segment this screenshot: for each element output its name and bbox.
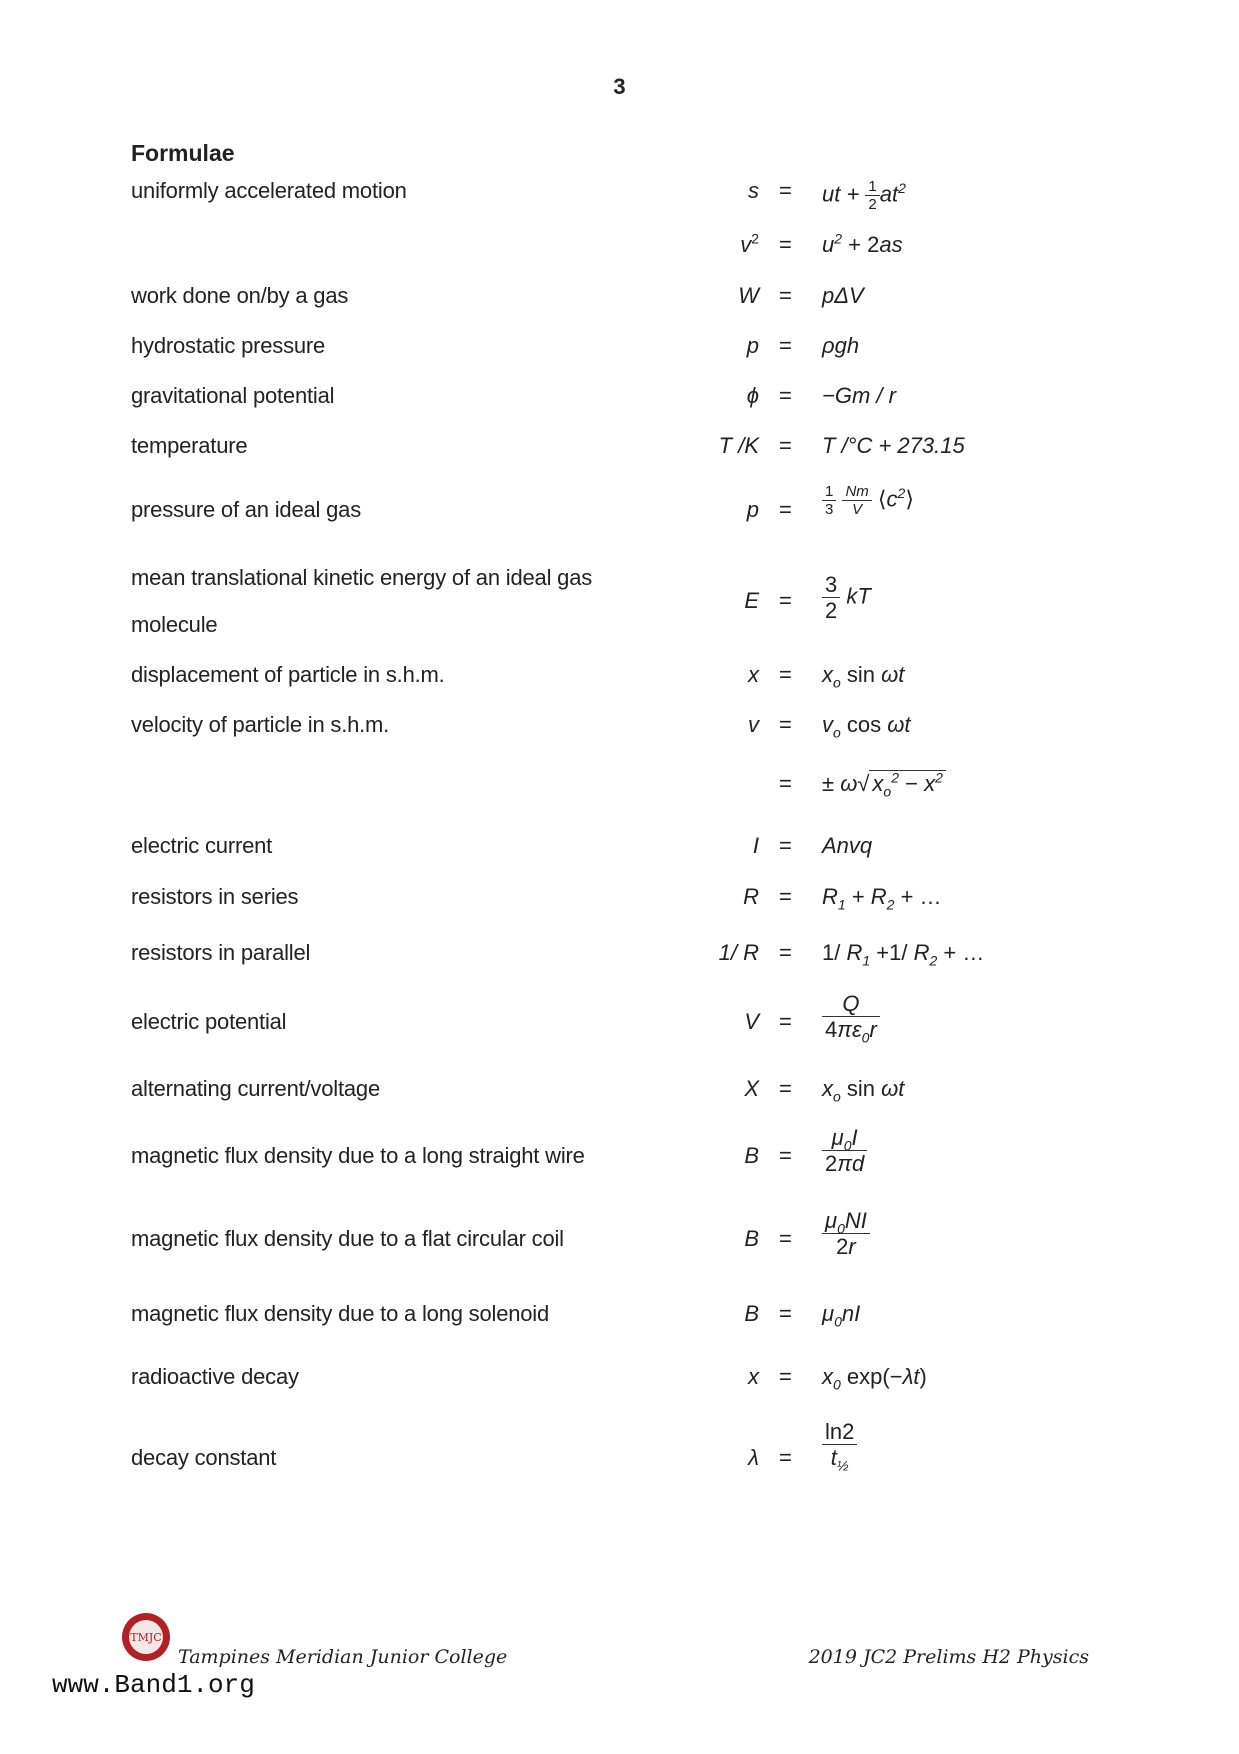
formula-lhs: s xyxy=(748,178,759,203)
formula-label: electric current xyxy=(131,833,273,858)
equals-sign: = xyxy=(779,588,792,613)
formula-row-solenoid xyxy=(0,1301,1239,1341)
formula-label: molecule xyxy=(131,612,218,637)
college-logo-icon xyxy=(120,1611,172,1663)
formula-rhs: 1/ $R_1 +1/$ $R_2$ + … xyxy=(822,940,985,969)
formula-lhs: B xyxy=(744,1226,759,1251)
watermark-url: www.Band1.org xyxy=(52,1670,255,1700)
formula-lhs: T /K xyxy=(718,433,759,458)
equals-sign: = xyxy=(779,884,792,909)
formula-label: hydrostatic pressure xyxy=(131,333,326,358)
formula-lhs: λ xyxy=(748,1445,759,1470)
equals-sign: = xyxy=(779,1445,792,1470)
formula-row-temperature xyxy=(0,433,1239,473)
page-number: 3 xyxy=(613,74,626,99)
formula-label: magnetic flux density due to a flat circular coil xyxy=(131,1226,564,1251)
formula-label: resistors in parallel xyxy=(131,940,311,965)
formula-label: displacement of particle in s.h.m. xyxy=(131,662,445,687)
formula-lhs: E xyxy=(744,588,759,613)
formula-label: uniformly accelerated motion xyxy=(131,178,407,203)
formula-rhs: $v_o$ cos ωt xyxy=(822,712,911,741)
footer-college-name: Tampines Meridian Junior College xyxy=(178,1646,508,1668)
formula-row-shm-velocity-2 xyxy=(0,771,1239,811)
formula-row-series xyxy=(0,884,1239,924)
logo-text: TMJC xyxy=(130,1631,162,1644)
formula-lhs: R xyxy=(743,884,759,909)
formula-rhs: pΔV xyxy=(822,283,864,308)
formula-row-hydrostatic xyxy=(0,333,1239,373)
formula-label: magnetic flux density due to a long solenoid xyxy=(131,1301,550,1326)
equals-sign: = xyxy=(779,1076,792,1101)
formula-row-decay-constant xyxy=(0,1419,1239,1485)
formula-label: radioactive decay xyxy=(131,1364,299,1389)
formula-rhs: Anvq xyxy=(822,833,873,858)
equals-sign: = xyxy=(779,1364,792,1389)
formula-label: temperature xyxy=(131,433,248,458)
formula-rhs: $x_o$ sin ωt xyxy=(822,662,905,691)
formula-row-uam-2 xyxy=(0,232,1239,272)
formula-row-radioactive-decay xyxy=(0,1364,1239,1404)
formula-lhs: V xyxy=(744,1009,759,1034)
formula-lhs: ϕ xyxy=(746,383,759,408)
formula-lhs: W xyxy=(738,283,759,308)
formula-rhs: ρgh xyxy=(822,333,860,358)
formula-row-circular-coil xyxy=(0,1208,1239,1266)
formula-row-parallel xyxy=(0,940,1239,980)
formula-row-ideal-gas xyxy=(0,483,1239,537)
formula-lhs: 1/ R xyxy=(718,940,759,965)
formula-label: velocity of particle in s.h.m. xyxy=(131,712,390,737)
equals-sign: = xyxy=(779,712,792,737)
formula-label: mean translational kinetic energy of an ideal gas xyxy=(131,565,593,590)
equals-sign: = xyxy=(779,1143,792,1168)
formula-rhs: $\frac{Q}{4\pi\varepsilon_0r}$ xyxy=(822,991,880,1043)
section-heading: Formulae xyxy=(131,140,235,166)
formula-rhs: $R_1 + R_2$ + … xyxy=(822,884,942,913)
formula-lhs: v xyxy=(748,712,759,737)
equals-sign: = xyxy=(779,283,792,308)
formula-row-shm-velocity xyxy=(0,712,1239,752)
formula-lhs: x xyxy=(748,1364,759,1389)
formula-rhs: $\frac{3}{2}$ kT xyxy=(822,572,871,624)
formula-rhs: $x_o$ sin ωt xyxy=(822,1076,905,1105)
equals-sign: = xyxy=(779,940,792,965)
formula-rhs: $\frac{1}{3}$ $\frac{Nm}{V}$ $⟨c^2⟩$ xyxy=(822,483,914,519)
formula-rhs: $x_0$ exp(−λt) xyxy=(822,1364,927,1393)
formula-rhs: ut + $\frac{1}{2}$ $at^2$ xyxy=(822,178,906,214)
formula-lhs: p xyxy=(746,333,759,358)
formula-lhs: X xyxy=(744,1076,759,1101)
formula-label: gravitational potential xyxy=(131,383,335,408)
formula-label: decay constant xyxy=(131,1445,277,1470)
formula-rhs: $u^2 + 2as$ xyxy=(822,230,903,257)
formula-rhs: −Gm / r xyxy=(822,383,896,408)
formula-lhs: p xyxy=(746,497,759,522)
formula-label-ke-line2 xyxy=(0,612,1239,652)
formula-label: work done on/by a gas xyxy=(131,283,349,308)
equals-sign: = xyxy=(779,497,792,522)
formula-row-work xyxy=(0,283,1239,323)
formula-rhs: $\frac{\mu_0I}{2\pi d}$ xyxy=(822,1125,867,1177)
equals-sign: = xyxy=(779,833,792,858)
equals-sign: = xyxy=(779,662,792,687)
formula-lhs: $v^2$ xyxy=(740,230,759,257)
formula-row-electric-potential xyxy=(0,991,1239,1049)
equals-sign: = xyxy=(779,232,792,257)
formula-label: magnetic flux density due to a long straight wire xyxy=(131,1143,585,1168)
equals-sign: = xyxy=(779,1009,792,1034)
formula-row-ac xyxy=(0,1076,1239,1116)
footer-exam-title: 2019 JC2 Prelims H2 Physics xyxy=(808,1646,1089,1668)
formula-rhs: ± ω√ $x_o^2 - x^2$ xyxy=(822,771,946,797)
formula-label: resistors in series xyxy=(131,884,299,909)
formula-lhs: I xyxy=(752,833,759,858)
formula-lhs: B xyxy=(744,1301,759,1326)
formula-rhs: $\mu_0nI$ xyxy=(822,1301,861,1330)
formula-rhs: $\frac{\ln 2}{t_{\frac{1}{2}}}$ xyxy=(822,1419,857,1471)
formula-row-grav-potential xyxy=(0,383,1239,423)
formula-row-current xyxy=(0,833,1239,873)
formula-label: electric potential xyxy=(131,1009,287,1034)
formula-rhs: $\frac{\mu_0NI}{2r}$ xyxy=(822,1208,870,1260)
formula-lhs: x xyxy=(748,662,759,687)
formula-row-uam-1 xyxy=(0,178,1239,218)
formula-label: pressure of an ideal gas xyxy=(131,497,362,522)
formula-row-shm-displacement xyxy=(0,662,1239,702)
formula-row-straight-wire xyxy=(0,1125,1239,1183)
formula-rhs: T /°C + 273.15 xyxy=(822,433,965,458)
equals-sign: = xyxy=(779,383,792,408)
equals-sign: = xyxy=(779,771,792,796)
equals-sign: = xyxy=(779,1226,792,1251)
formula-label: alternating current/voltage xyxy=(131,1076,380,1101)
equals-sign: = xyxy=(779,333,792,358)
equals-sign: = xyxy=(779,433,792,458)
formula-lhs: B xyxy=(744,1143,759,1168)
equals-sign: = xyxy=(779,178,792,203)
equals-sign: = xyxy=(779,1301,792,1326)
